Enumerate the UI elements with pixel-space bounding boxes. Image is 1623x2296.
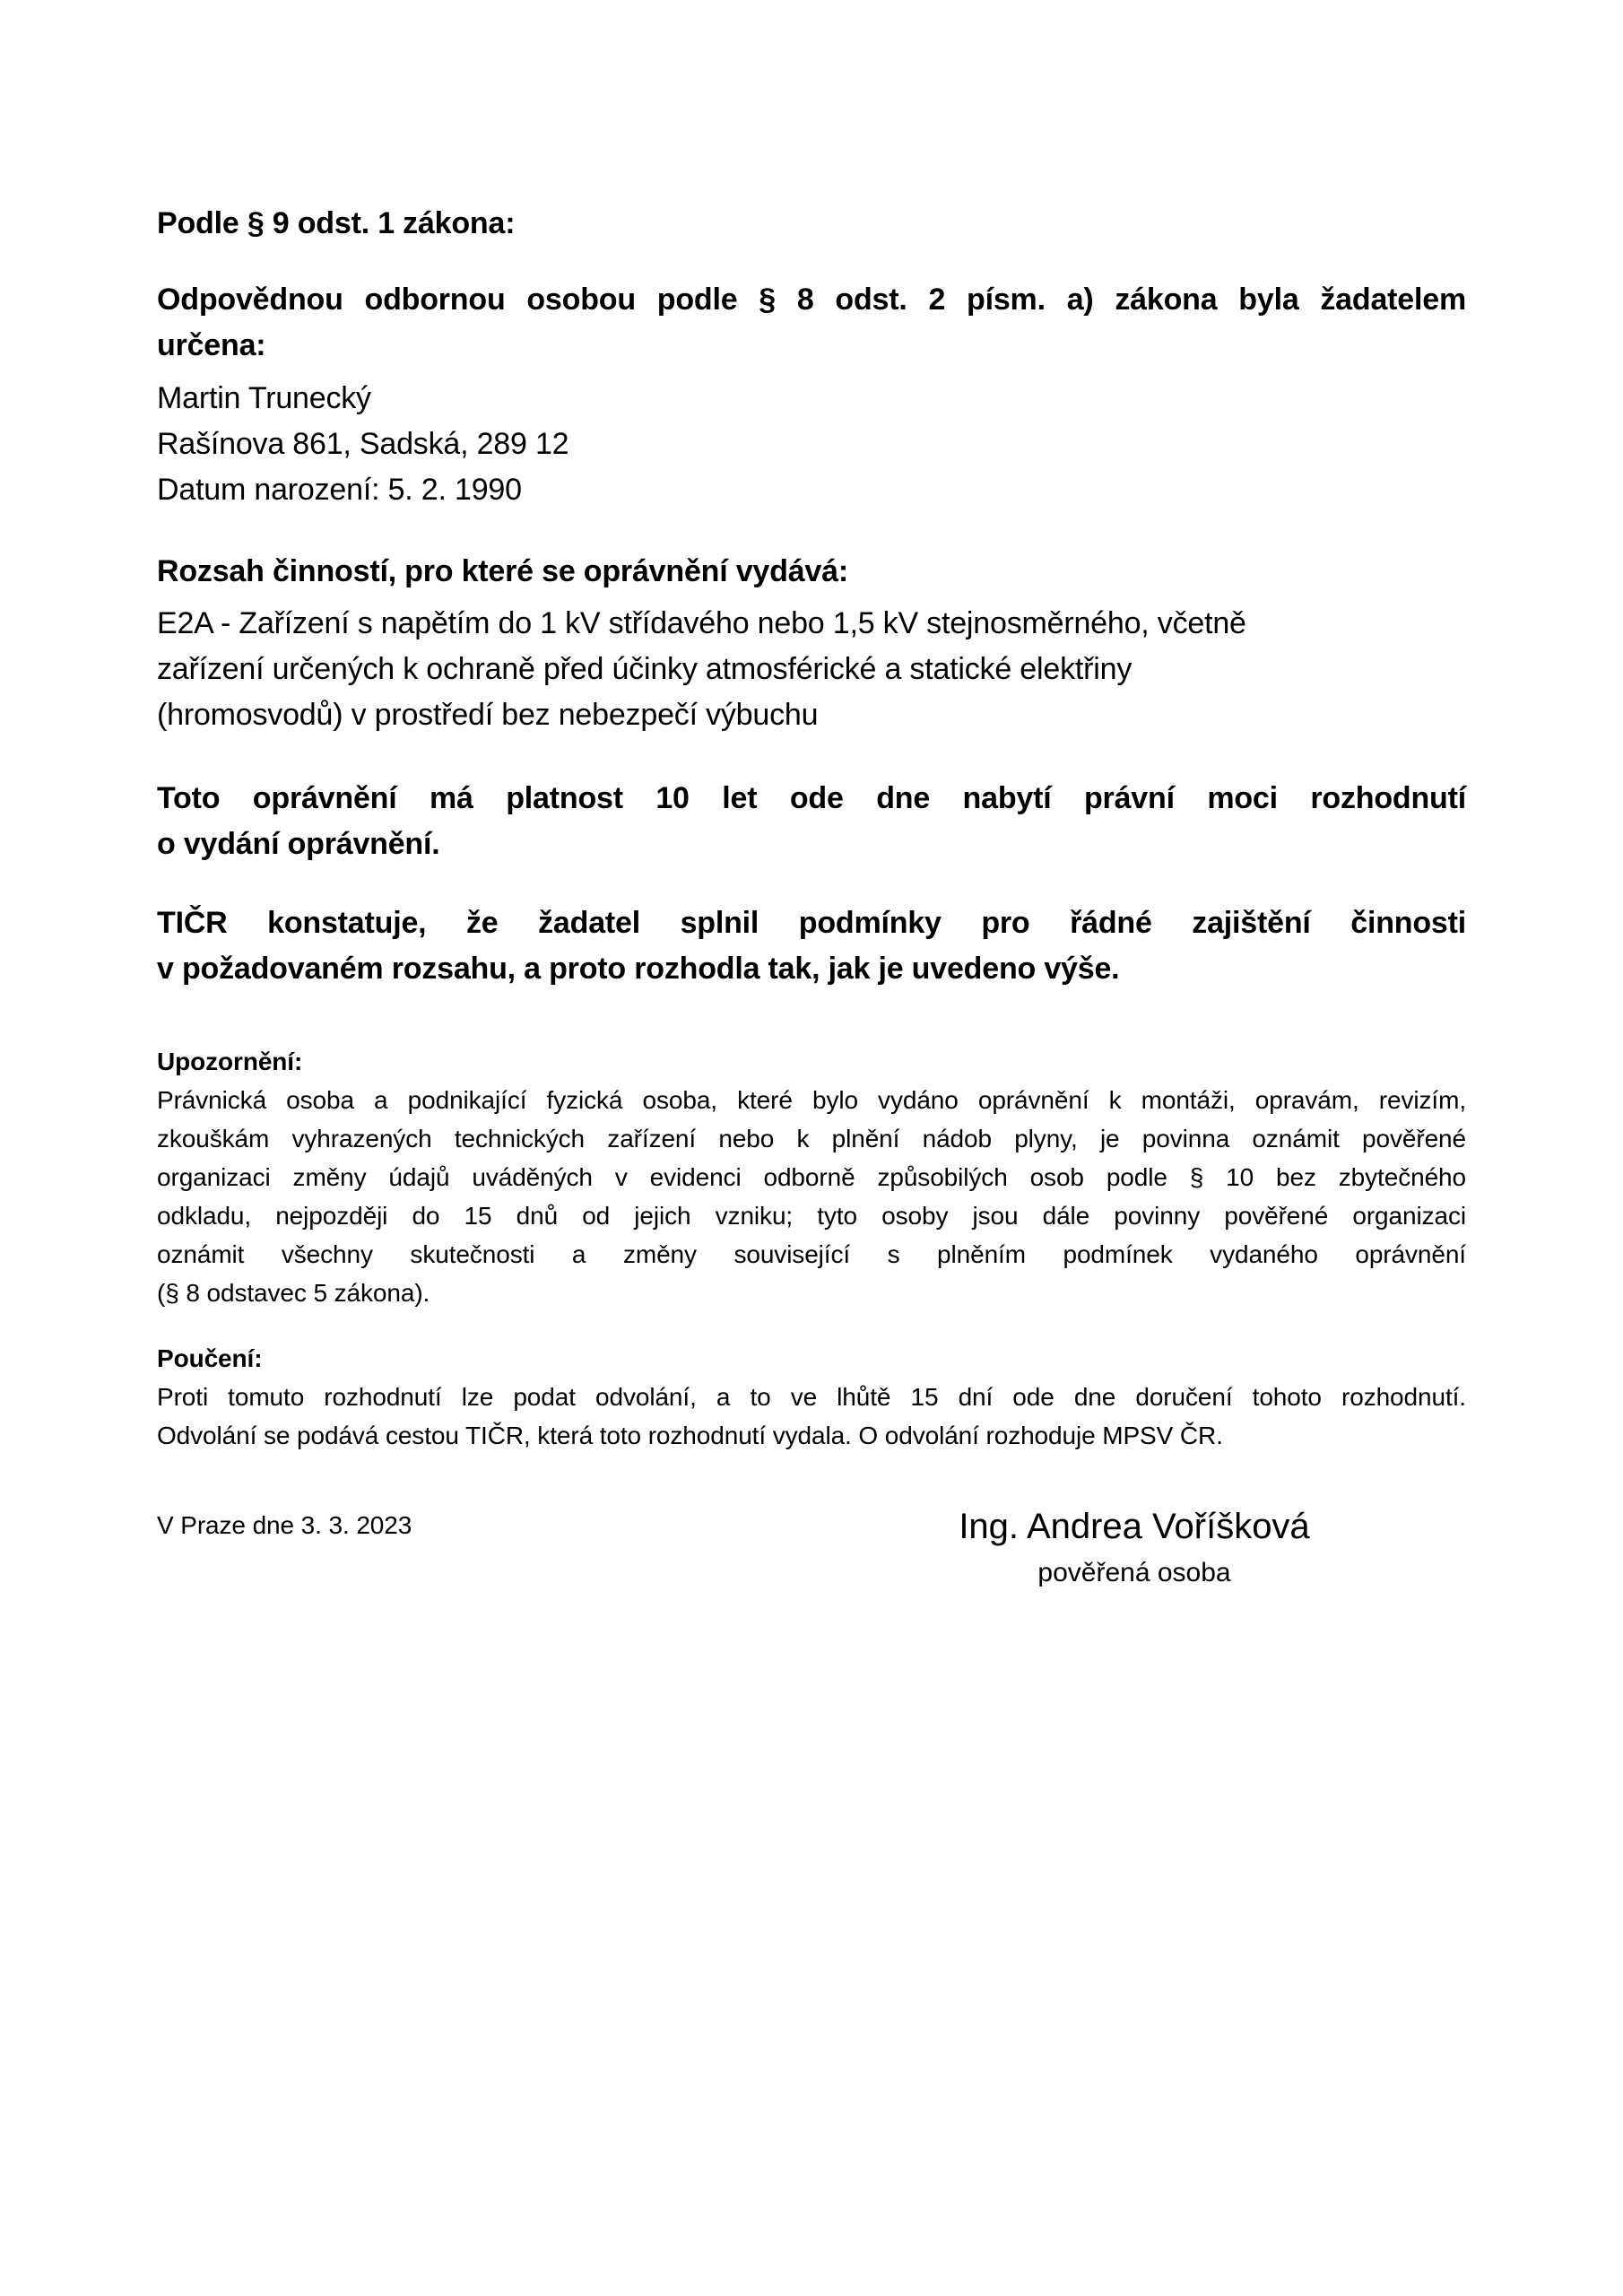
text-line: (§ 8 odstavec 5 zákona). [157,1279,430,1307]
advice-paragraph [157,1378,1466,1455]
text-line: Martin Trunecký [157,381,371,415]
scope-heading: Rozsah činností, pro které se oprávnění vydává: [157,554,848,588]
text-line: Odpovědnou odbornou osobou podle § 8 odst. 2 písm. a) zákona byla žadatelem [157,283,1466,317]
text-line: o vydání oprávnění. [157,827,440,861]
footer-row [157,1506,1466,1649]
text-line: odkladu, nejpozději do 15 dnů od jejich vzniku; tyto osoby jsou dále povinny pověřené organizaci [157,1202,1466,1230]
place-and-date: V Praze dne 3. 3. 2023 [157,1511,412,1539]
responsible-person-intro [157,277,1466,369]
ticr-statement [157,900,1466,992]
text-line: TIČR konstatuje, že žadatel splnil podmínky pro řádné zajištění činnosti [157,906,1466,940]
text-line: Datum narození: 5. 2. 1990 [157,473,522,507]
advice-heading: Poučení: [157,1344,263,1372]
signer-name: Ing. Andrea Voříšková [959,1507,1310,1546]
text-line: organizaci změny údajů uváděných v evidenci odborně způsobilých osob podle § 10 bez zbytečného [157,1163,1466,1191]
text-line: Toto oprávnění má platnost 10 let ode dne nabytí právní moci rozhodnutí [157,781,1466,815]
text-line: Právnická osoba a podnikající fyzická osoba, které bylo vydáno oprávnění k montáži, opravám, revizím, [157,1086,1466,1114]
text-line: určena: [157,328,266,362]
text-line: Rašínova 861, Sadská, 289 12 [157,427,569,461]
signature-block [946,1506,1323,1589]
text-line: v požadovaném rozsahu, a proto rozhodla tak, jak je uvedeno výše. [157,952,1120,986]
text-line: oznámit všechny skutečnosti a změny související s plněním podmínek vydaného oprávnění [157,1240,1466,1268]
text-line: Proti tomuto rozhodnutí lze podat odvolání, a to ve lhůtě 15 dní ode dne doručení tohoto rozhodnutí. [157,1383,1466,1411]
scope-description [157,601,1466,738]
text-line: E2A - Zařízení s napětím do 1 kV střídavého nebo 1,5 kV stejnosměrného, včetně [157,606,1246,640]
text-line: zařízení určených k ochraně před účinky atmosférické a statické elektřiny [157,652,1133,686]
notice-paragraph [157,1081,1466,1312]
law-reference-heading: Podle § 9 odst. 1 zákona: [157,206,516,240]
signer-role: pověřená osoba [1037,1558,1231,1587]
text-line: zkouškám vyhrazených technických zařízení nebo k plnění nádob plyny, je povinna oznámit pověřené [157,1125,1466,1152]
text-line: (hromosvodů) v prostředí bez nebezpečí výbuchu [157,698,819,732]
validity-statement [157,776,1466,867]
text-line: Odvolání se podává cestou TIČR, která toto rozhodnutí vydala. O odvolání rozhoduje MPSV ČR. [157,1422,1223,1449]
responsible-person-details [157,376,1466,513]
notice-heading: Upozornění: [157,1048,303,1075]
